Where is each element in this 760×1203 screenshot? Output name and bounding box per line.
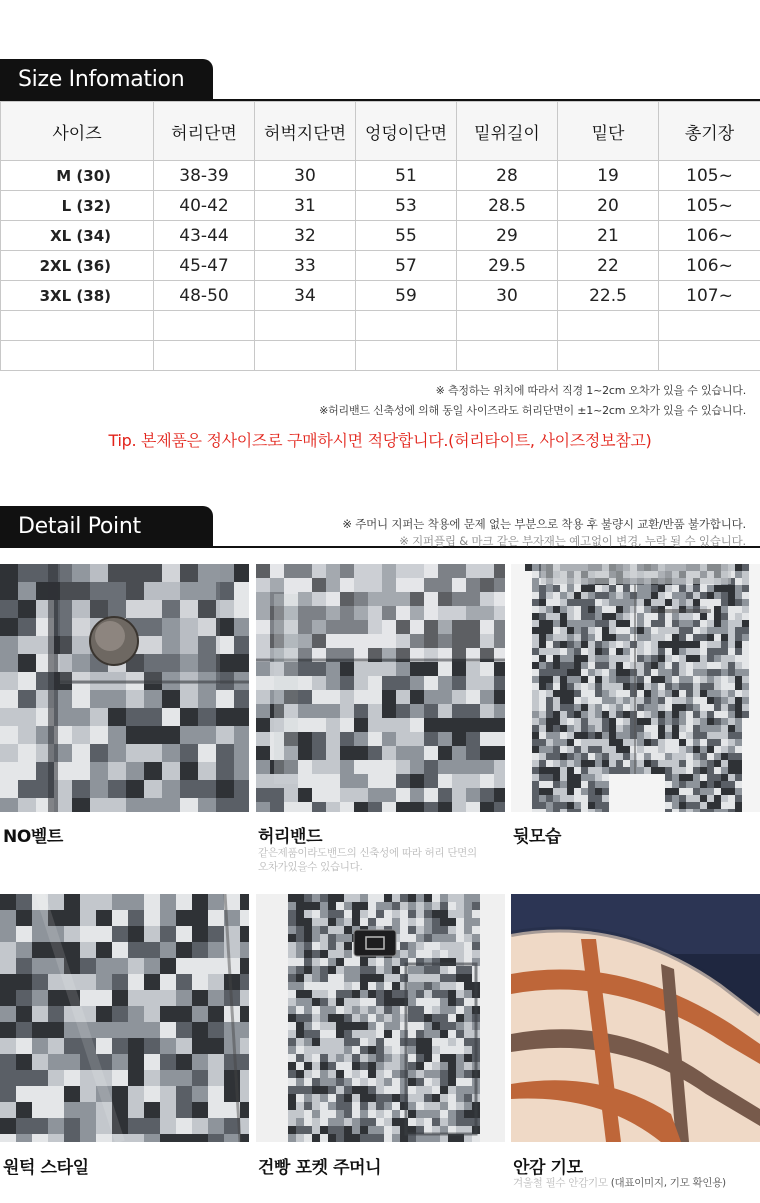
table-cell: 28: [457, 161, 558, 191]
size-label: 3XL (38): [1, 281, 154, 311]
waistband-subcaption-line1: 같은제품이라도밴드의 신축성에 따라 허리 단면의: [258, 847, 477, 859]
table-cell: 40-42: [154, 191, 255, 221]
camo-fabric-image: [0, 564, 249, 812]
photo-fleece-lining: [511, 894, 760, 1142]
accessory-note: ※ 지퍼플립 & 마크 같은 부자재는 예고없이 변경, 누락 될 수 있습니다.: [399, 534, 746, 548]
waistband-note: ※허리밴드 신축성에 의해 동일 사이즈라도 허리단면이 ±1~2cm 오차가 있을 수 있습니다.: [319, 404, 746, 417]
header-cell: 허벅지단면: [255, 102, 356, 161]
size-label: L (32): [1, 191, 154, 221]
header-cell: 엉덩이단면: [356, 102, 457, 161]
brand-patch-icon: [354, 930, 396, 956]
table-cell: 43-44: [154, 221, 255, 251]
detail-section-title: [0, 506, 213, 546]
size-tip: Tip. 본제품은 정사이즈로 구매하시면 적당합니다.(허리타이트, 사이즈정보참고): [108, 431, 652, 450]
table-cell: 55: [356, 221, 457, 251]
table-cell: 57: [356, 251, 457, 281]
fleece-subcaption-dark: (대표이미지, 기모 확인용): [610, 1177, 726, 1189]
table-cell: 19: [558, 161, 659, 191]
table-cell: 107~: [659, 281, 760, 311]
camo-fabric-image: [511, 564, 760, 812]
table-row: [1, 221, 760, 251]
table-cell: 105~: [659, 161, 760, 191]
caption-waistband: 허리밴드: [258, 827, 323, 847]
photo-cargo-pocket: [256, 894, 505, 1142]
table-row: [1, 191, 760, 221]
photo-back-view: [511, 564, 760, 812]
table-row: [1, 251, 760, 281]
photo-one-tuck: [0, 894, 249, 1142]
table-row: [1, 281, 760, 311]
detail-title-text: Detail Point: [18, 513, 141, 539]
table-cell: 22: [558, 251, 659, 281]
caption-fleece-lining: 안감 기모: [513, 1158, 583, 1178]
header-cell: 밑단: [558, 102, 659, 161]
table-cell: 29.5: [457, 251, 558, 281]
waistband-subcaption: [258, 846, 477, 874]
table-cell: 32: [255, 221, 356, 251]
header-cell: 사이즈: [1, 102, 154, 161]
caption-back-view: 뒷모습: [513, 827, 562, 847]
camo-fabric-image: [256, 564, 505, 812]
fleece-lining-image: [511, 894, 760, 1142]
waistband-subcaption-line2: 오차가있을수 있습니다.: [258, 861, 363, 873]
table-cell: 20: [558, 191, 659, 221]
table-cell: 30: [255, 161, 356, 191]
caption-no-belt: NO벨트: [3, 827, 63, 847]
table-cell: 21: [558, 221, 659, 251]
camo-fabric-image: [256, 894, 505, 1142]
size-label: M (30): [1, 161, 154, 191]
table-cell: 38-39: [154, 161, 255, 191]
fleece-subcaption: [513, 1176, 726, 1190]
table-cell: 106~: [659, 221, 760, 251]
fleece-subcaption-light: 겨울철 필수 안감기모: [513, 1177, 608, 1189]
header-cell: 밑위길이: [457, 102, 558, 161]
header-cell: 허리단면: [154, 102, 255, 161]
table-cell: 22.5: [558, 281, 659, 311]
size-table: [0, 101, 760, 371]
photo-no-belt: [0, 564, 249, 812]
caption-cargo-pocket: 건빵 포켓 주머니: [258, 1158, 382, 1178]
table-cell: 48-50: [154, 281, 255, 311]
caption-one-tuck: 원턱 스타일: [3, 1158, 89, 1178]
table-cell: 30: [457, 281, 558, 311]
size-title-text: Size Infomation: [18, 66, 185, 92]
table-cell: 51: [356, 161, 457, 191]
table-cell: 59: [356, 281, 457, 311]
table-cell: 105~: [659, 191, 760, 221]
camo-fabric-image: [0, 894, 249, 1142]
photo-waistband: [256, 564, 505, 812]
table-cell: 28.5: [457, 191, 558, 221]
table-cell: 53: [356, 191, 457, 221]
size-section-title: [0, 59, 213, 99]
header-cell: 총기장: [659, 102, 760, 161]
empty-row: [1, 341, 760, 371]
table-cell: 45-47: [154, 251, 255, 281]
zipper-note: ※ 주머니 지퍼는 착용에 문제 없는 부분으로 착용 후 불량시 교환/반품 불가합니다.: [342, 517, 746, 531]
empty-row: [1, 311, 760, 341]
measurement-note: ※ 측정하는 위치에 따라서 직경 1~2cm 오차가 있을 수 있습니다.: [435, 384, 746, 397]
table-cell: 29: [457, 221, 558, 251]
table-cell: 31: [255, 191, 356, 221]
size-label: XL (34): [1, 221, 154, 251]
table-cell: 33: [255, 251, 356, 281]
table-cell: 34: [255, 281, 356, 311]
size-label: 2XL (36): [1, 251, 154, 281]
table-cell: 106~: [659, 251, 760, 281]
size-table-header: [1, 102, 760, 161]
table-row: [1, 161, 760, 191]
